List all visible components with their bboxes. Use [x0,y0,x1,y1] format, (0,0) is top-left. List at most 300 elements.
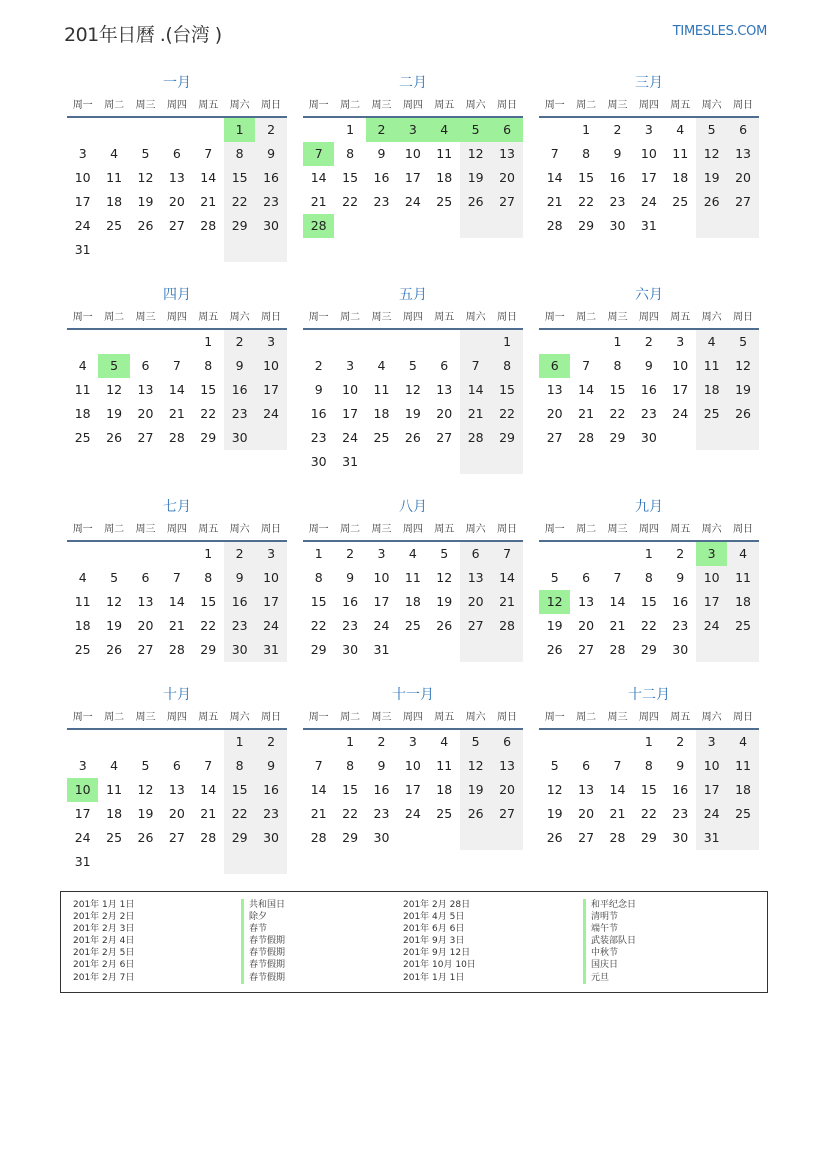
day-cell[interactable]: 11 [74,594,91,609]
day-cell[interactable]: 24 [404,806,421,821]
day-cell[interactable]: 1 [644,734,653,749]
day-cell[interactable]: 21 [546,194,563,209]
day-cell[interactable]: 3 [377,546,386,561]
day-cell[interactable]: 14 [168,594,185,609]
day-cell[interactable]: 29 [200,430,217,445]
day-cell[interactable]: 31 [696,826,727,850]
day-cell[interactable]: 17 [640,170,657,185]
day-cell[interactable]: 14 [491,566,522,590]
day-cell[interactable]: 16 [672,782,689,797]
day-cell[interactable]: 6 [141,570,150,585]
day-cell[interactable]: 30 [609,218,626,233]
day-cell[interactable]: 4 [377,358,386,373]
day-cell[interactable]: 23 [373,806,390,821]
day-cell[interactable]: 19 [436,594,453,609]
day-cell[interactable]: 7 [613,758,622,773]
day-cell[interactable]: 25 [373,430,390,445]
day-cell[interactable]: 8 [224,754,255,778]
day-cell[interactable]: 22 [224,190,255,214]
day-cell[interactable]: 3 [78,146,87,161]
day-cell[interactable]: 6 [582,758,591,773]
day-cell[interactable]: 15 [640,594,657,609]
day-cell[interactable]: 18 [436,170,453,185]
day-cell[interactable]: 15 [342,782,359,797]
day-cell[interactable]: 8 [644,758,653,773]
day-cell[interactable]: 12 [137,782,154,797]
day-cell[interactable]: 18 [106,806,123,821]
day-cell[interactable]: 13 [491,754,522,778]
day-cell[interactable]: 8 [224,142,255,166]
day-cell[interactable]: 27 [578,642,595,657]
day-cell[interactable]: 12 [460,754,491,778]
day-cell[interactable]: 20 [491,166,522,190]
day-cell[interactable]: 6 [141,358,150,373]
day-cell[interactable]: 27 [168,218,185,233]
day-cell[interactable]: 1 [204,334,213,349]
day-cell[interactable]: 27 [137,430,154,445]
day-cell[interactable]: 30 [672,642,689,657]
day-cell[interactable]: 6 [172,146,181,161]
day-cell[interactable]: 17 [696,778,727,802]
day-cell[interactable]: 17 [696,590,727,614]
day-cell[interactable]: 6 [460,542,491,566]
day-cell[interactable]: 12 [539,590,570,614]
day-cell[interactable]: 17 [404,782,421,797]
day-cell[interactable]: 7 [613,570,622,585]
day-cell[interactable]: 22 [200,618,217,633]
day-cell[interactable]: 28 [303,214,334,238]
day-cell[interactable]: 21 [200,194,217,209]
day-cell[interactable]: 21 [491,590,522,614]
day-cell[interactable]: 12 [436,570,453,585]
day-cell[interactable]: 30 [373,830,390,845]
day-cell[interactable]: 17 [404,170,421,185]
day-cell[interactable]: 28 [546,218,563,233]
day-cell[interactable]: 22 [200,406,217,421]
day-cell[interactable]: 1 [204,546,213,561]
day-cell[interactable]: 19 [727,378,758,402]
day-cell[interactable]: 9 [255,754,286,778]
day-cell[interactable]: 27 [460,614,491,638]
day-cell[interactable]: 23 [672,618,689,633]
day-cell[interactable]: 10 [696,754,727,778]
day-cell[interactable]: 10 [255,566,286,590]
day-cell[interactable]: 14 [546,170,563,185]
day-cell[interactable]: 18 [106,194,123,209]
day-cell[interactable]: 31 [74,854,91,869]
day-cell[interactable]: 30 [640,430,657,445]
day-cell[interactable]: 31 [342,454,359,469]
day-cell[interactable]: 28 [609,830,626,845]
day-cell[interactable]: 27 [727,190,758,214]
day-cell[interactable]: 13 [460,566,491,590]
day-cell[interactable]: 13 [491,142,522,166]
day-cell[interactable]: 10 [255,354,286,378]
day-cell[interactable]: 30 [255,826,286,850]
day-cell[interactable]: 2 [224,330,255,354]
day-cell[interactable]: 6 [582,570,591,585]
day-cell[interactable]: 23 [255,190,286,214]
day-cell[interactable]: 13 [546,382,563,397]
day-cell[interactable]: 30 [342,642,359,657]
day-cell[interactable]: 20 [578,618,595,633]
day-cell[interactable]: 4 [429,118,460,142]
day-cell[interactable]: 5 [460,118,491,142]
day-cell[interactable]: 16 [609,170,626,185]
day-cell[interactable]: 19 [546,806,563,821]
day-cell[interactable]: 31 [640,218,657,233]
day-cell[interactable]: 10 [696,566,727,590]
day-cell[interactable]: 2 [255,730,286,754]
day-cell[interactable]: 8 [314,570,323,585]
day-cell[interactable]: 9 [224,566,255,590]
day-cell[interactable]: 5 [550,758,559,773]
day-cell[interactable]: 2 [676,734,685,749]
day-cell[interactable]: 11 [436,146,453,161]
day-cell[interactable]: 11 [727,754,758,778]
day-cell[interactable]: 20 [491,778,522,802]
day-cell[interactable]: 19 [106,406,123,421]
day-cell[interactable]: 11 [436,758,453,773]
day-cell[interactable]: 29 [200,642,217,657]
day-cell[interactable]: 12 [137,170,154,185]
day-cell[interactable]: 20 [460,590,491,614]
day-cell[interactable]: 23 [373,194,390,209]
day-cell[interactable]: 21 [168,618,185,633]
day-cell[interactable]: 18 [727,590,758,614]
day-cell[interactable]: 29 [609,430,626,445]
day-cell[interactable]: 11 [696,354,727,378]
day-cell[interactable]: 15 [491,378,522,402]
day-cell[interactable]: 21 [609,618,626,633]
day-cell[interactable]: 26 [546,830,563,845]
day-cell[interactable]: 9 [613,146,622,161]
day-cell[interactable]: 9 [346,570,355,585]
day-cell[interactable]: 27 [137,642,154,657]
day-cell[interactable]: 21 [310,806,327,821]
day-cell[interactable]: 28 [491,614,522,638]
day-cell[interactable]: 2 [366,118,397,142]
day-cell[interactable]: 7 [172,570,181,585]
day-cell[interactable]: 16 [224,378,255,402]
day-cell[interactable]: 21 [310,194,327,209]
day-cell[interactable]: 9 [676,758,685,773]
day-cell[interactable]: 1 [314,546,323,561]
day-cell[interactable]: 14 [609,782,626,797]
day-cell[interactable]: 13 [137,382,154,397]
day-cell[interactable]: 23 [672,806,689,821]
day-cell[interactable]: 4 [696,330,727,354]
day-cell[interactable]: 4 [408,546,417,561]
day-cell[interactable]: 10 [342,382,359,397]
day-cell[interactable]: 19 [460,778,491,802]
day-cell[interactable]: 18 [727,778,758,802]
day-cell[interactable]: 18 [404,594,421,609]
day-cell[interactable]: 8 [346,758,355,773]
day-cell[interactable]: 24 [696,614,727,638]
day-cell[interactable]: 10 [373,570,390,585]
day-cell[interactable]: 24 [342,430,359,445]
day-cell[interactable]: 8 [204,358,213,373]
day-cell[interactable]: 7 [550,146,559,161]
day-cell[interactable]: 25 [106,218,123,233]
day-cell[interactable]: 28 [609,642,626,657]
day-cell[interactable]: 18 [696,378,727,402]
day-cell[interactable]: 26 [460,190,491,214]
day-cell[interactable]: 18 [373,406,390,421]
day-cell[interactable]: 4 [727,730,758,754]
day-cell[interactable]: 13 [727,142,758,166]
day-cell[interactable]: 25 [74,430,91,445]
day-cell[interactable]: 7 [204,146,213,161]
day-cell[interactable]: 14 [609,594,626,609]
day-cell[interactable]: 28 [168,430,185,445]
day-cell[interactable]: 29 [342,830,359,845]
day-cell[interactable]: 6 [727,118,758,142]
day-cell[interactable]: 12 [106,382,123,397]
day-cell[interactable]: 10 [74,170,91,185]
day-cell[interactable]: 21 [609,806,626,821]
day-cell[interactable]: 20 [168,806,185,821]
day-cell[interactable]: 26 [106,642,123,657]
day-cell[interactable]: 12 [404,382,421,397]
day-cell[interactable]: 8 [613,358,622,373]
day-cell[interactable]: 11 [672,146,689,161]
day-cell[interactable]: 3 [408,734,417,749]
day-cell[interactable]: 14 [200,170,217,185]
day-cell[interactable]: 1 [346,734,355,749]
day-cell[interactable]: 6 [491,118,522,142]
day-cell[interactable]: 28 [168,642,185,657]
day-cell[interactable]: 24 [672,406,689,421]
day-cell[interactable]: 7 [314,758,323,773]
day-cell[interactable]: 7 [204,758,213,773]
day-cell[interactable]: 30 [310,454,327,469]
day-cell[interactable]: 29 [224,214,255,238]
day-cell[interactable]: 13 [436,382,453,397]
day-cell[interactable]: 22 [609,406,626,421]
day-cell[interactable]: 4 [110,758,119,773]
day-cell[interactable]: 15 [200,382,217,397]
day-cell[interactable]: 8 [644,570,653,585]
day-cell[interactable]: 11 [373,382,390,397]
day-cell[interactable]: 10 [404,758,421,773]
day-cell[interactable]: 5 [98,354,129,378]
day-cell[interactable]: 12 [696,142,727,166]
day-cell[interactable]: 1 [491,330,522,354]
day-cell[interactable]: 31 [373,642,390,657]
day-cell[interactable]: 6 [539,354,570,378]
day-cell[interactable]: 16 [255,166,286,190]
day-cell[interactable]: 25 [672,194,689,209]
day-cell[interactable]: 12 [546,782,563,797]
day-cell[interactable]: 23 [640,406,657,421]
site-name[interactable]: TIMESLES.COM [672,24,767,39]
day-cell[interactable]: 16 [640,382,657,397]
day-cell[interactable]: 7 [172,358,181,373]
day-cell[interactable]: 13 [578,594,595,609]
day-cell[interactable]: 23 [310,430,327,445]
day-cell[interactable]: 27 [436,430,453,445]
day-cell[interactable]: 20 [137,618,154,633]
day-cell[interactable]: 11 [727,566,758,590]
day-cell[interactable]: 31 [255,638,286,662]
day-cell[interactable]: 16 [373,170,390,185]
day-cell[interactable]: 27 [491,190,522,214]
day-cell[interactable]: 17 [74,806,91,821]
day-cell[interactable]: 7 [303,142,334,166]
day-cell[interactable]: 15 [224,778,255,802]
day-cell[interactable]: 24 [255,402,286,426]
day-cell[interactable]: 29 [491,426,522,450]
day-cell[interactable]: 10 [67,778,98,802]
day-cell[interactable]: 19 [696,166,727,190]
day-cell[interactable]: 2 [314,358,323,373]
day-cell[interactable]: 5 [440,546,449,561]
day-cell[interactable]: 24 [74,830,91,845]
day-cell[interactable]: 12 [727,354,758,378]
day-cell[interactable]: 18 [672,170,689,185]
day-cell[interactable]: 9 [255,142,286,166]
day-cell[interactable]: 2 [255,118,286,142]
day-cell[interactable]: 14 [168,382,185,397]
day-cell[interactable]: 2 [224,542,255,566]
day-cell[interactable]: 9 [644,358,653,373]
day-cell[interactable]: 16 [373,782,390,797]
day-cell[interactable]: 3 [78,758,87,773]
day-cell[interactable]: 15 [609,382,626,397]
day-cell[interactable]: 21 [460,402,491,426]
day-cell[interactable]: 19 [546,618,563,633]
day-cell[interactable]: 21 [578,406,595,421]
day-cell[interactable]: 9 [224,354,255,378]
day-cell[interactable]: 5 [408,358,417,373]
day-cell[interactable]: 21 [168,406,185,421]
day-cell[interactable]: 7 [460,354,491,378]
day-cell[interactable]: 6 [440,358,449,373]
day-cell[interactable]: 20 [168,194,185,209]
day-cell[interactable]: 10 [672,358,689,373]
day-cell[interactable]: 14 [460,378,491,402]
day-cell[interactable]: 22 [342,806,359,821]
day-cell[interactable]: 4 [110,146,119,161]
day-cell[interactable]: 14 [200,782,217,797]
day-cell[interactable]: 26 [546,642,563,657]
day-cell[interactable]: 18 [74,618,91,633]
day-cell[interactable]: 17 [255,590,286,614]
day-cell[interactable]: 25 [404,618,421,633]
day-cell[interactable]: 12 [106,594,123,609]
day-cell[interactable]: 15 [578,170,595,185]
day-cell[interactable]: 11 [74,382,91,397]
day-cell[interactable]: 20 [578,806,595,821]
day-cell[interactable]: 25 [696,402,727,426]
day-cell[interactable]: 15 [310,594,327,609]
day-cell[interactable]: 16 [342,594,359,609]
day-cell[interactable]: 22 [640,618,657,633]
day-cell[interactable]: 8 [204,570,213,585]
day-cell[interactable]: 8 [491,354,522,378]
day-cell[interactable]: 20 [436,406,453,421]
day-cell[interactable]: 13 [168,782,185,797]
day-cell[interactable]: 30 [224,426,255,450]
day-cell[interactable]: 27 [168,830,185,845]
day-cell[interactable]: 13 [578,782,595,797]
day-cell[interactable]: 30 [224,638,255,662]
day-cell[interactable]: 16 [255,778,286,802]
day-cell[interactable]: 23 [255,802,286,826]
day-cell[interactable]: 22 [491,402,522,426]
day-cell[interactable]: 7 [582,358,591,373]
day-cell[interactable]: 9 [377,146,386,161]
day-cell[interactable]: 28 [578,430,595,445]
day-cell[interactable]: 4 [727,542,758,566]
day-cell[interactable]: 5 [696,118,727,142]
day-cell[interactable]: 15 [200,594,217,609]
day-cell[interactable]: 3 [696,542,727,566]
day-cell[interactable]: 2 [613,122,622,137]
day-cell[interactable]: 22 [310,618,327,633]
day-cell[interactable]: 23 [224,402,255,426]
day-cell[interactable]: 13 [168,170,185,185]
day-cell[interactable]: 25 [74,642,91,657]
day-cell[interactable]: 24 [404,194,421,209]
day-cell[interactable]: 23 [609,194,626,209]
day-cell[interactable]: 20 [727,166,758,190]
day-cell[interactable]: 15 [224,166,255,190]
day-cell[interactable]: 17 [255,378,286,402]
day-cell[interactable]: 25 [106,830,123,845]
day-cell[interactable]: 4 [676,122,685,137]
day-cell[interactable]: 26 [696,190,727,214]
day-cell[interactable]: 2 [644,334,653,349]
day-cell[interactable]: 28 [460,426,491,450]
day-cell[interactable]: 1 [644,546,653,561]
day-cell[interactable]: 24 [696,802,727,826]
day-cell[interactable]: 15 [640,782,657,797]
day-cell[interactable]: 17 [672,382,689,397]
day-cell[interactable]: 5 [141,758,150,773]
day-cell[interactable]: 28 [200,218,217,233]
day-cell[interactable]: 22 [578,194,595,209]
day-cell[interactable]: 25 [436,194,453,209]
day-cell[interactable]: 30 [255,214,286,238]
day-cell[interactable]: 29 [224,826,255,850]
day-cell[interactable]: 6 [172,758,181,773]
day-cell[interactable]: 14 [578,382,595,397]
day-cell[interactable]: 23 [224,614,255,638]
day-cell[interactable]: 16 [672,594,689,609]
day-cell[interactable]: 27 [491,802,522,826]
day-cell[interactable]: 2 [346,546,355,561]
day-cell[interactable]: 16 [224,590,255,614]
day-cell[interactable]: 11 [404,570,421,585]
day-cell[interactable]: 20 [546,406,563,421]
day-cell[interactable]: 23 [342,618,359,633]
day-cell[interactable]: 27 [546,430,563,445]
day-cell[interactable]: 19 [137,806,154,821]
day-cell[interactable]: 28 [310,830,327,845]
day-cell[interactable]: 8 [582,146,591,161]
day-cell[interactable]: 18 [436,782,453,797]
day-cell[interactable]: 1 [346,122,355,137]
day-cell[interactable]: 5 [110,570,119,585]
day-cell[interactable]: 10 [404,146,421,161]
day-cell[interactable]: 26 [460,802,491,826]
day-cell[interactable]: 17 [373,594,390,609]
day-cell[interactable]: 7 [491,542,522,566]
day-cell[interactable]: 3 [676,334,685,349]
